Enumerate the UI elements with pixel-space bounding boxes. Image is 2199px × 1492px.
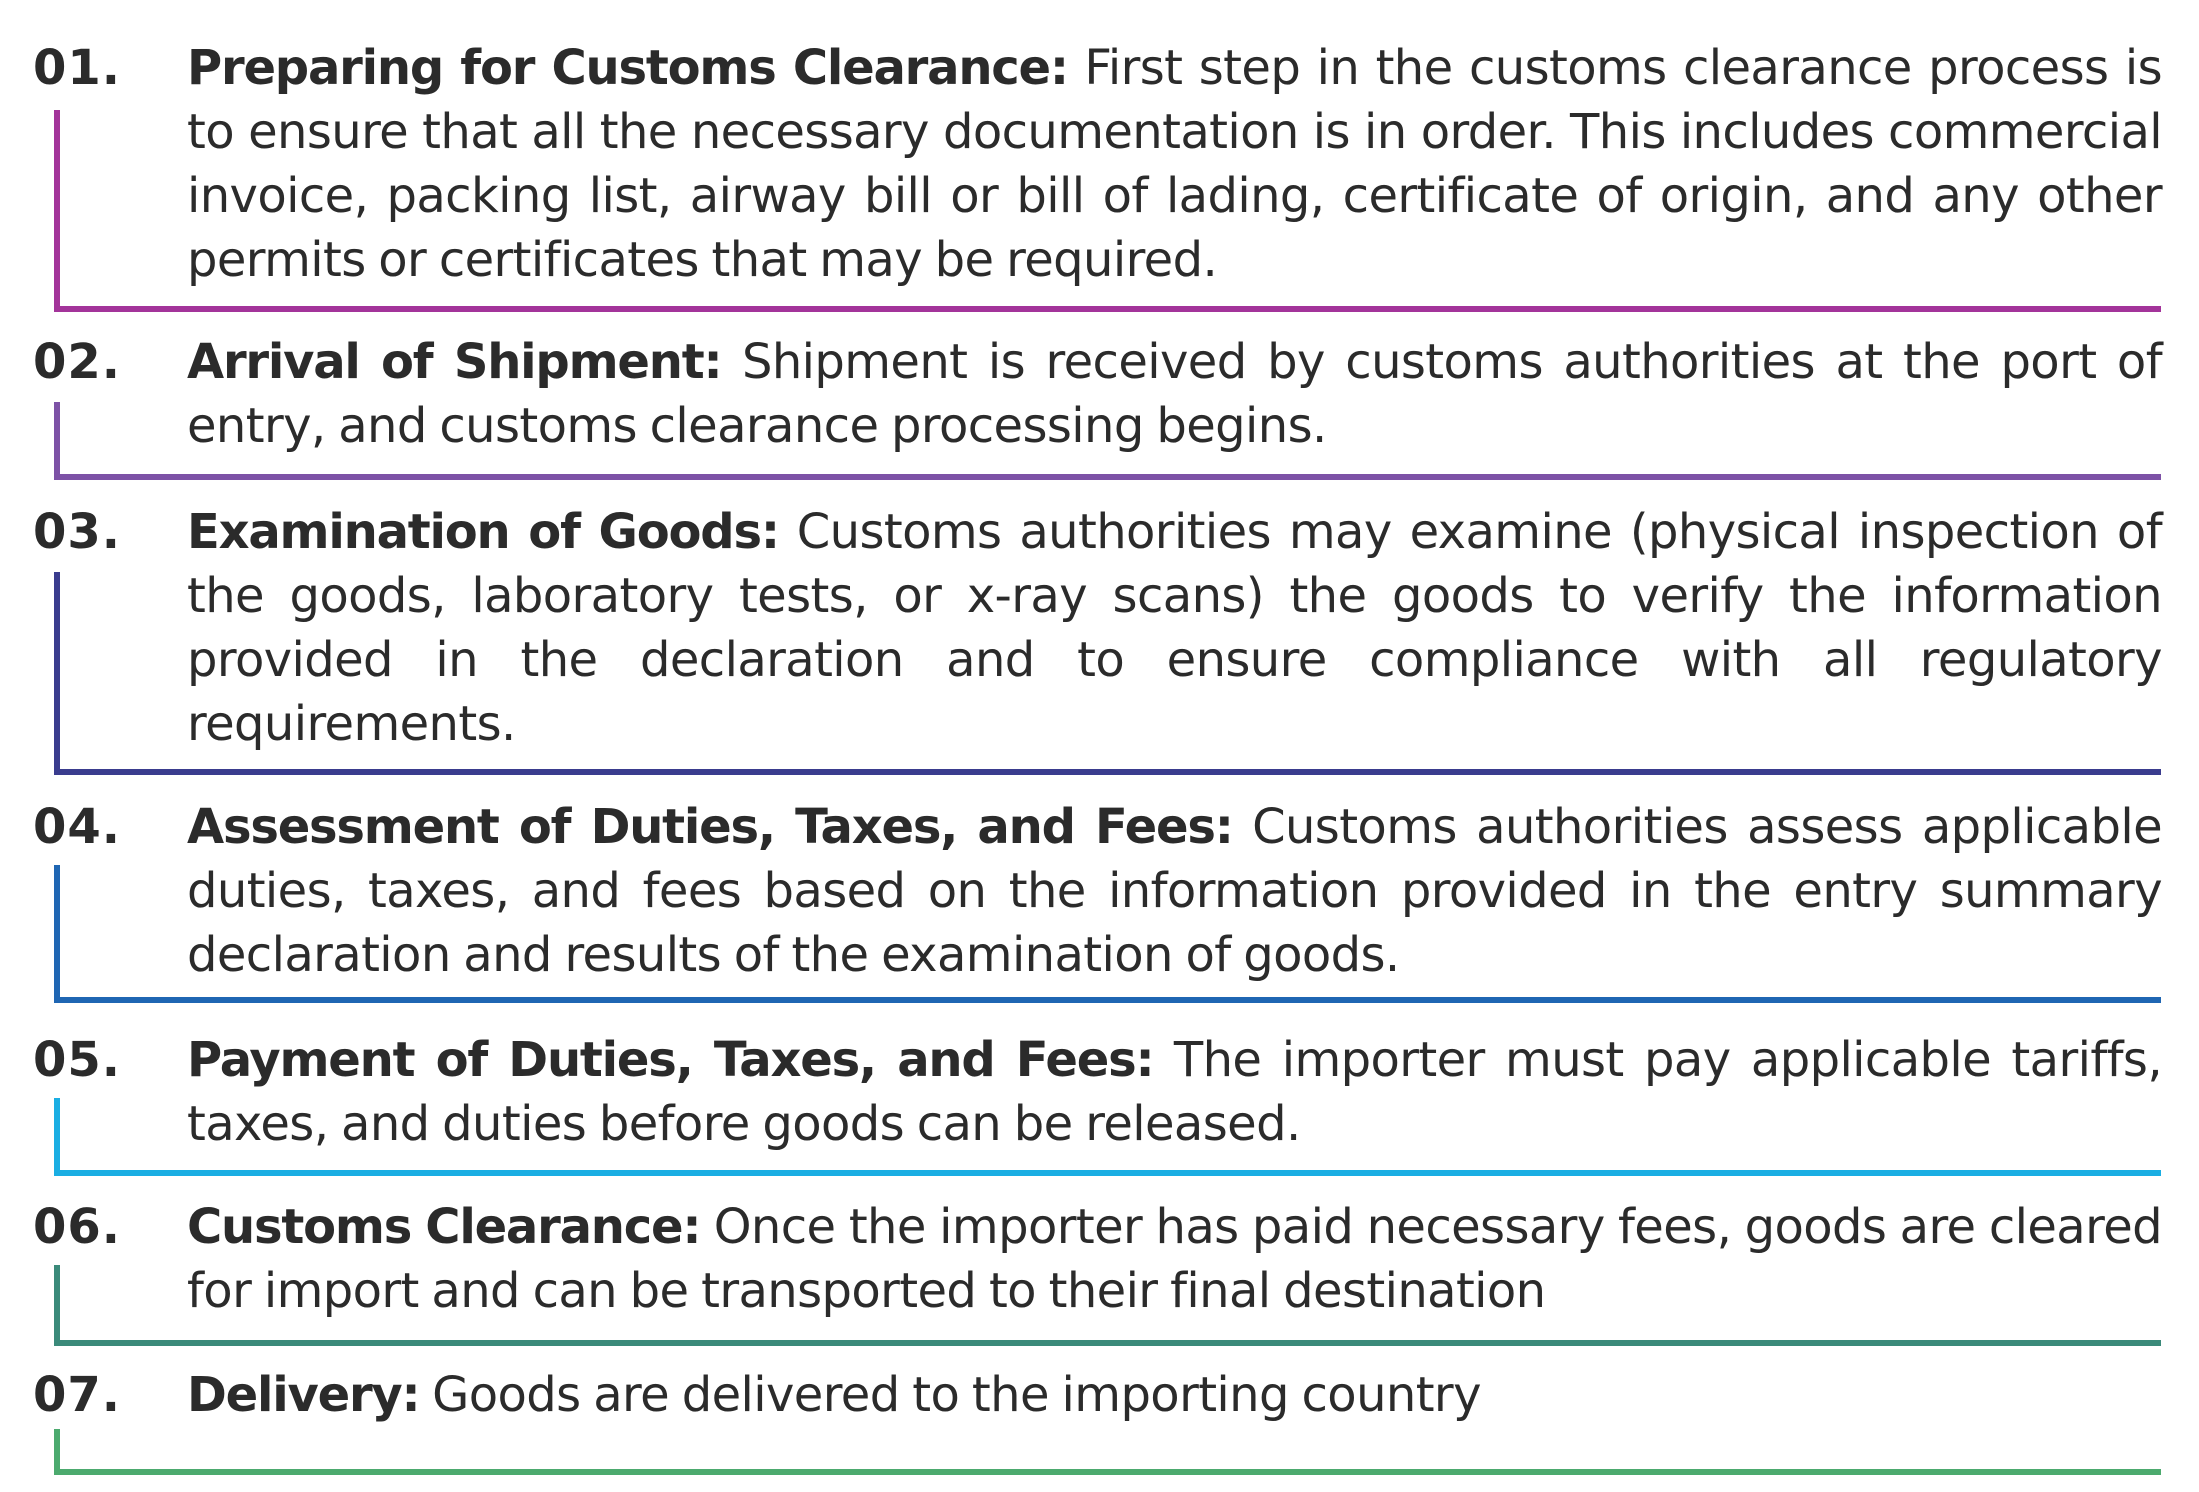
step-bracket-divider	[54, 1098, 2161, 1176]
step-bracket-divider	[54, 110, 2161, 312]
step-body: Customs authorities assess applicable duties, taxes, and fees based on the information provided in the entry summary declaration and results of the examination of goods.	[187, 799, 2163, 983]
step-title: Delivery:	[187, 1367, 420, 1423]
step-bracket-divider	[54, 572, 2161, 775]
step-title: Examination of Goods:	[187, 504, 779, 560]
step-number: 06.	[33, 1199, 122, 1255]
step-title: Preparing for Customs Clearance:	[187, 40, 1068, 96]
step-bracket-divider	[54, 402, 2161, 480]
step-body: Shipment is received by customs authorities at the port of entry, and customs clearance processing begins.	[187, 334, 2162, 454]
step-body: Customs authorities may examine (physical inspection of the goods, laboratory tests, or x-ray scans) the goods to verify the information provided in the declaration and to ensure compliance with all regulatory requirements.	[187, 504, 2162, 752]
step-number: 03.	[33, 504, 122, 560]
step-bracket-divider	[54, 865, 2161, 1003]
step-body: Goods are delivered to the importing country	[419, 1367, 1481, 1423]
step-body: Once the importer has paid necessary fees, goods are cleared for import and can be transported to their final destination	[187, 1199, 2162, 1319]
step-body: The importer must pay applicable tariffs, taxes, and duties before goods can be released.	[187, 1032, 2162, 1152]
step-description	[187, 1363, 2162, 1427]
step-number: 04.	[33, 799, 122, 855]
step-title: Customs Clearance:	[187, 1199, 701, 1255]
step-title: Assessment of Duties, Taxes, and Fees:	[187, 799, 1233, 855]
step-title: Payment of Duties, Taxes, and Fees:	[187, 1032, 1154, 1088]
step-body: First step in the customs clearance process is to ensure that all the necessary documentation is in order. This includes commercial invoice, packing list, airway bill or bill of lading, certificate of origin, and any other permits or certificates that may be required.	[187, 40, 2162, 288]
step-number: 01.	[33, 40, 122, 96]
step-bracket-divider	[54, 1429, 2161, 1475]
step-bracket-divider	[54, 1265, 2161, 1346]
step-number: 02.	[33, 334, 122, 390]
step-number: 05.	[33, 1032, 122, 1088]
step-title: Arrival of Shipment:	[187, 334, 722, 390]
step-number: 07.	[33, 1367, 122, 1423]
